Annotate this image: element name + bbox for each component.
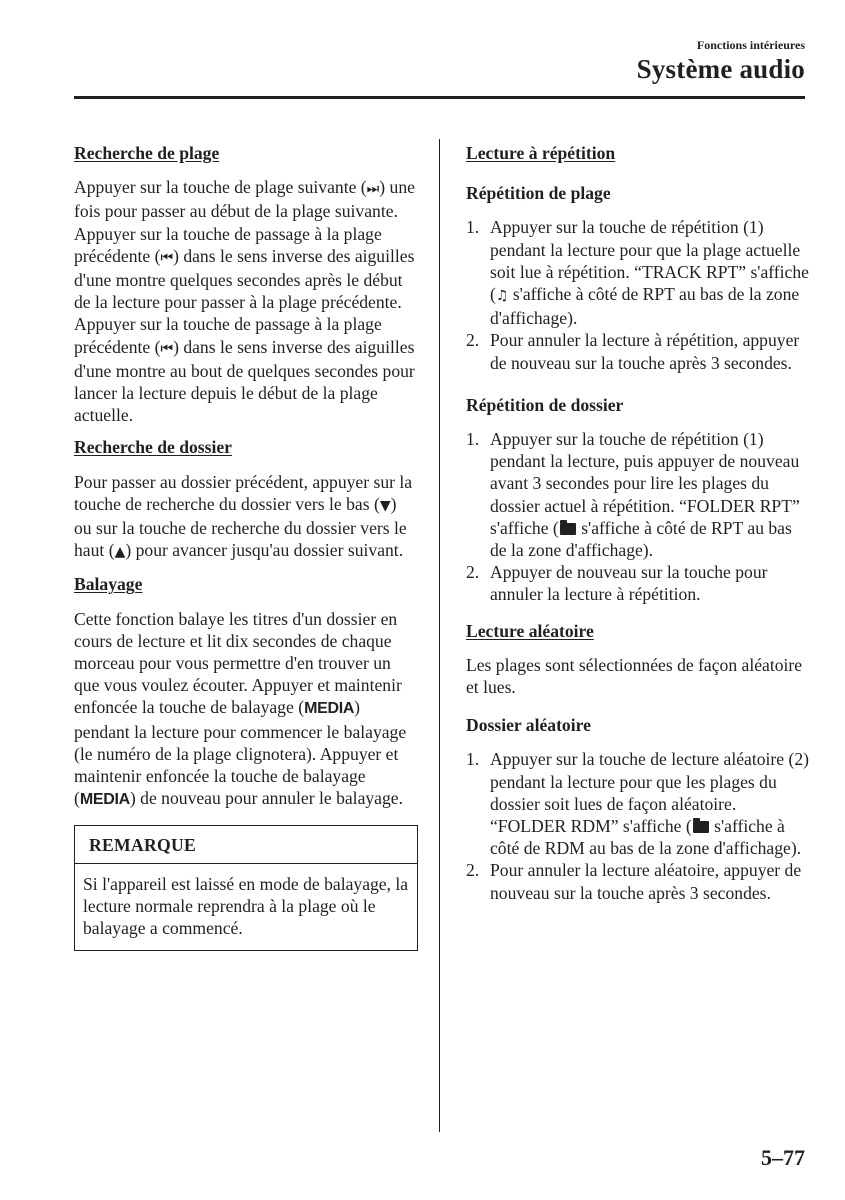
section-heading-track-search: Recherche de plage (74, 143, 220, 163)
subheading-folder-repeat: Répétition de dossier (466, 394, 624, 415)
list-item: 2. Appuyer de nouveau sur la touche pour annuler la lecture à répétition. (466, 562, 768, 605)
column-divider (439, 139, 440, 1132)
track-repeat-steps (466, 216, 811, 373)
right-column (466, 142, 811, 918)
scan-paragraph: Cette fonction balaye les titres d'un dossier en cours de lecture et lit dix secondes de chaque morceau pour vous permettre d'en trouver un que vous voulez écouter. Appuyer et maintenir enfoncée la touche de balayage (MEDIA) pendant la lecture pour commencer le balayage (le numéro de la plage clignotera). Appuyer et maintenir enfoncée la touche de balayage (MEDIA) de nouveau pour annuler le balayage. (74, 608, 407, 809)
folder-icon (560, 523, 576, 535)
note-body: Si l'appareil est laissé en mode de balayage, la lecture normale reprendra à la plage où le balayage a commencé. (83, 873, 409, 939)
list-item: 2. Pour annuler la lecture à répétition, appuyer de nouveau sur la touche après 3 secondes. (466, 330, 800, 373)
next-track-icon: ⏭ (366, 181, 380, 198)
subheading-folder-random: Dossier aléatoire (466, 715, 591, 736)
left-column (74, 142, 418, 951)
page-number: 5–77 (761, 1145, 805, 1170)
folder-repeat-steps (466, 428, 811, 606)
track-search-paragraph-1: Appuyer sur la touche de plage suivante (⏭) une fois pour passer au début de la plage suivante. Appuyer sur la touche de passage à la plage précédente (⏮) dans le sens inverse des aiguilles d'une montre quelques secondes après le début de la lecture pour passer à la plage précédente. Appuyer sur la touche de passage à la plage précédente (⏮) dans le sens inverse des aiguilles d'une montre au bout de quelques secondes pour lancer la lecture depuis le début de la plage actuelle. (74, 177, 415, 426)
list-item: 2. Pour annuler la lecture aléatoire, appuyer de nouveau sur la touche après 3 secondes. (466, 860, 802, 903)
subheading-track-repeat: Répétition de plage (466, 183, 611, 204)
media-button-label: MEDIA (304, 700, 355, 718)
note-heading: REMARQUE (75, 826, 417, 863)
list-item: 1. Appuyer sur la touche de répétition (1) pendant la lecture pour que la plage actuelle soit lue à répétition. “TRACK RPT” s'affiche (♫ s'affiche à côté de RPT au bas de la zone d'affichage). (466, 217, 809, 329)
header-rule (74, 96, 805, 99)
folder-search-paragraph: Pour passer au dossier précédent, appuyer sur la touche de recherche du dossier vers le bas (▼) ou sur la touche de recherche du dossier vers le haut (▲) pour avancer jusqu'au dossier suivant. (74, 471, 413, 561)
list-item: 1. Appuyer sur la touche de répétition (1) pendant la lecture, puis appuyer de nouveau avant 3 secondes pour lire les plages du dossier actuel à répétition. “FOLDER RPT” s'affiche ( s'affiche à côté de RPT au bas de la zone d'affichage). (466, 429, 800, 561)
folder-down-icon: ▼ (379, 497, 391, 514)
media-button-label: MEDIA (79, 791, 130, 809)
header-section-label: Fonctions intérieures (696, 38, 805, 52)
folder-icon (693, 821, 709, 833)
previous-track-icon: ⏮ (160, 340, 174, 357)
previous-track-icon: ⏮ (160, 249, 174, 266)
note-box (74, 825, 418, 951)
section-heading-repeat: Lecture à répétition (466, 143, 616, 163)
folder-random-steps (466, 748, 811, 903)
section-heading-scan: Balayage (74, 574, 143, 595)
random-intro: Les plages sont sélectionnées de façon aléatoire et lues. (466, 654, 803, 698)
section-heading-random: Lecture aléatoire (466, 620, 594, 641)
section-heading-folder-search: Recherche de dossier (74, 437, 232, 458)
folder-up-icon: ▲ (114, 544, 126, 561)
page-title: Système audio (636, 54, 805, 84)
list-item: 1. Appuyer sur la touche de lecture aléatoire (2) pendant la lecture pour que les plages du dossier soit lues de façon aléatoire. “FOLDER RDM” s'affiche ( s'affiche à côté de RDM au bas de la zone d'affichage). (466, 749, 809, 859)
music-note-icon: ♫ (495, 288, 509, 305)
